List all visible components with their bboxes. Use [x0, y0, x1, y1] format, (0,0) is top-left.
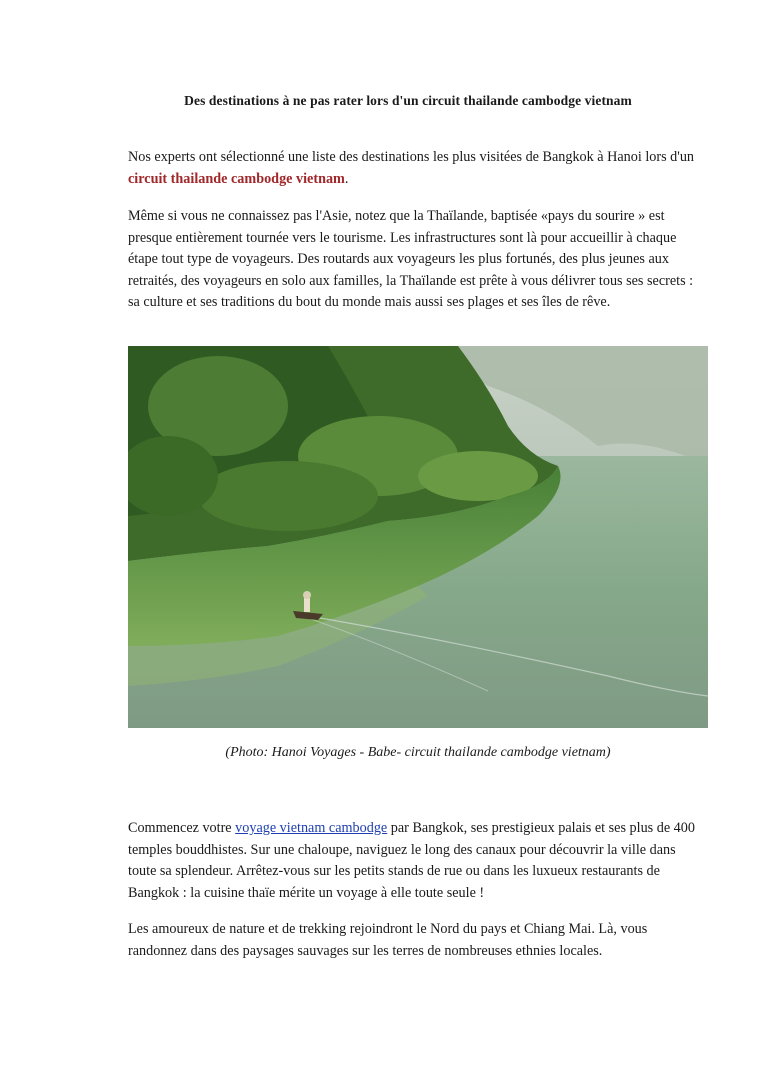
- photo-caption: (Photo: Hanoi Voyages - Babe- circuit thailande cambodge vietnam): [225, 745, 611, 760]
- thailand-paragraph: Même si vous ne connaissez pas l'Asie, notez que la Thaïlande, baptisée «pays du sourire » est presque entièrement tournée vers le tourisme. Les infrastructures sont là pour accueillir à chaque étape tout type de voyageurs. Des routards aux voyageurs les plus fortunés, des plus jeunes aux retraités, des voyageurs en solo aux familles, la Thaïlande est prête à vous délivrer tous ses secrets : sa culture et ses traditions du bout du monde mais aussi ses plages et ses îles de rêve.: [128, 208, 694, 310]
- intro-paragraph: [128, 147, 703, 190]
- intro-highlight-keyword: circuit thailande cambodge vietnam: [128, 170, 345, 187]
- document-title: Des destinations à ne pas rater lors d'un circuit thailande cambodge vietnam: [184, 93, 632, 108]
- bangkok-text-before: Commencez votre: [128, 820, 236, 836]
- north-paragraph: Les amoureux de nature et de trekking rejoindront le Nord du pays et Chiang Mai. Là, vous randonnez dans des paysages sauvages sur les terres de nombreuses ethnies locales.: [128, 921, 648, 959]
- lake-photo-image: [128, 346, 708, 728]
- voyage-link[interactable]: voyage vietnam cambodge: [235, 820, 388, 836]
- lake-photo: [128, 346, 708, 728]
- bangkok-text-after: par Bangkok, ses prestigieux palais et ses plus de 400 temples bouddhistes. Sur une chaloupe, naviguez le long des canaux pour découvrir la ville dans toute sa splendeur. Arrêtez-vous sur les petits stands de rue ou dans les luxueux restaurants de Bangkok : la cuisine thaïe mérite un voyage à elle toute seule !: [128, 820, 695, 901]
- bangkok-paragraph: [128, 818, 703, 904]
- intro-text-after: .: [344, 170, 349, 187]
- intro-text-before: Nos experts ont sélectionné une liste des destinations les plus visitées de Bangkok à Hanoi lors d'un: [128, 149, 695, 165]
